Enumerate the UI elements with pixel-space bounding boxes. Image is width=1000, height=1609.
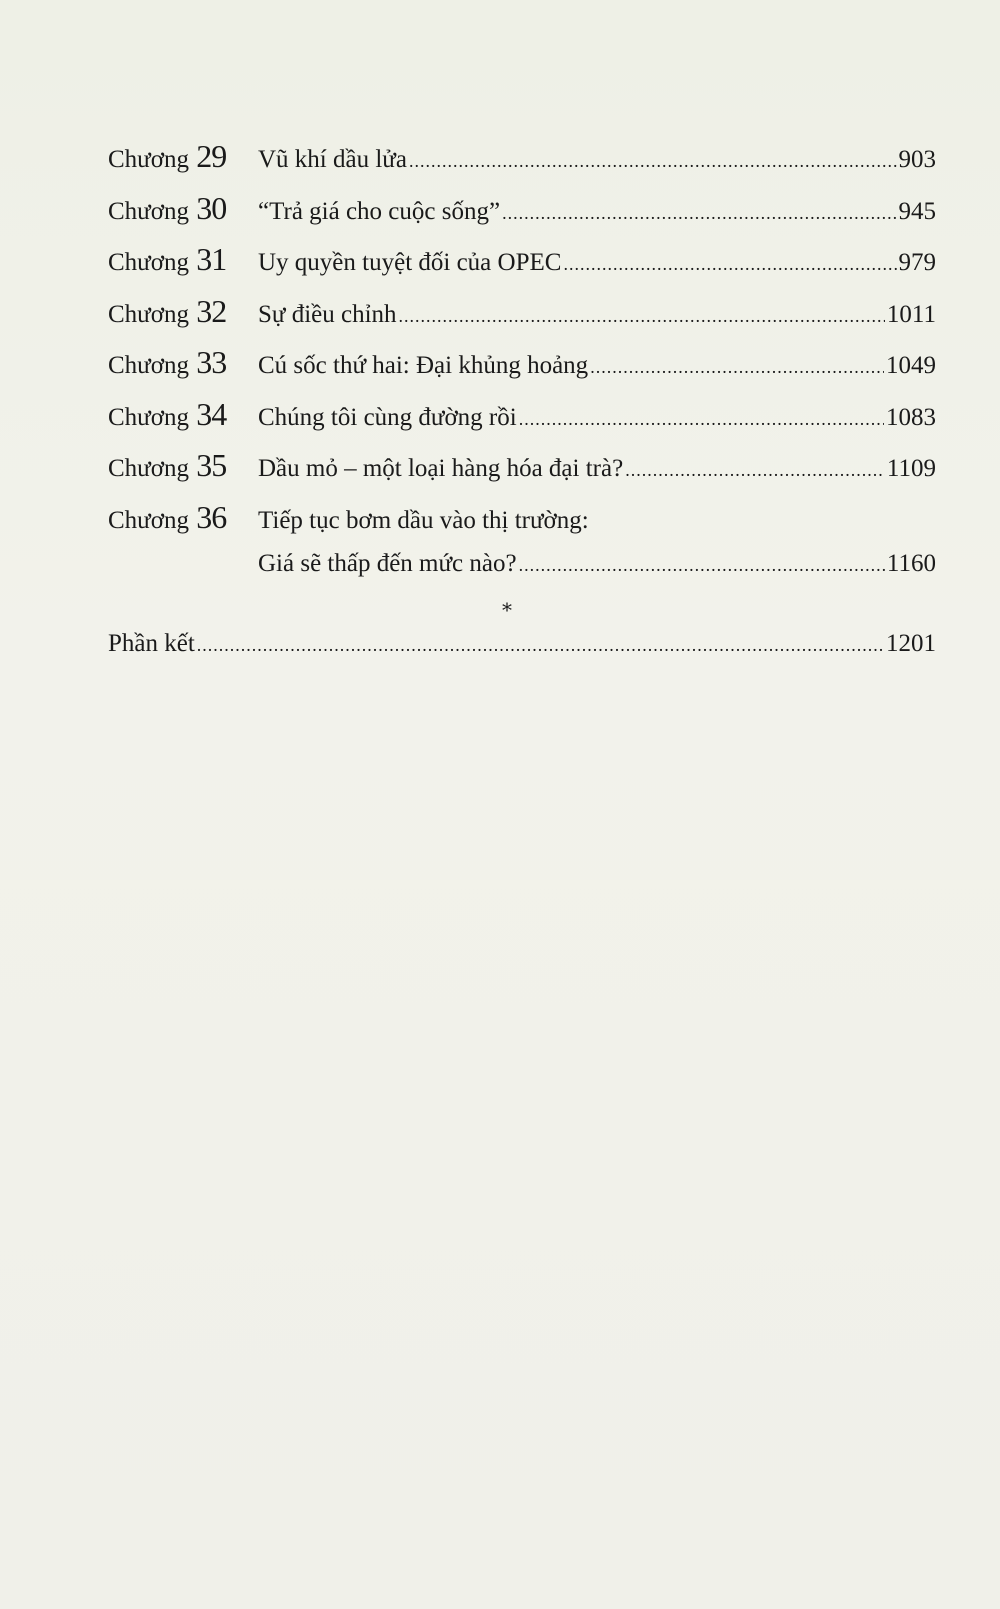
- chapter-label: Chương 35: [108, 447, 227, 483]
- dot-leader: [197, 635, 884, 656]
- toc-entry-chapter-34[interactable]: [108, 396, 936, 448]
- chapter-title-line: [258, 455, 936, 483]
- toc-entry-chapter-30[interactable]: [108, 190, 936, 242]
- chapter-label: Chương 36: [108, 498, 227, 535]
- toc-entry-chapter-31[interactable]: [108, 241, 936, 293]
- chapter-title-line: [258, 301, 936, 329]
- toc-entry-chapter-36-continued[interactable]: [108, 550, 936, 590]
- dot-leader: [519, 409, 884, 430]
- chapter-title-line: [258, 550, 936, 578]
- dot-leader: [590, 357, 884, 378]
- toc-entry-chapter-35[interactable]: [108, 447, 936, 499]
- chapter-title-line: [258, 146, 936, 174]
- chapter-label: Chương 34: [108, 395, 227, 432]
- asterisk-icon: *: [502, 598, 512, 622]
- toc-entry-epilogue[interactable]: [108, 630, 936, 681]
- page-number: 1083: [886, 403, 936, 431]
- chapter-label: Chương 31: [108, 241, 227, 277]
- epilogue-title: Phần kết: [108, 630, 195, 657]
- chapter-title-line: [258, 352, 936, 380]
- chapter-number: 36: [196, 498, 227, 535]
- chapter-number: 29: [196, 138, 227, 174]
- chapter-title: Vũ khí dầu lửa: [258, 146, 407, 173]
- chapter-title-line: [258, 249, 936, 277]
- chapter-title-line: [258, 198, 936, 226]
- chapter-title: Sự điều chỉnh: [258, 300, 397, 328]
- chapter-number: 33: [196, 344, 227, 380]
- page-number: 903: [898, 146, 936, 173]
- chapter-number: 30: [196, 189, 227, 226]
- chapter-number: 34: [196, 395, 227, 432]
- dot-leader: [625, 460, 885, 481]
- page-number: 1109: [886, 455, 936, 482]
- chapter-label: Chương 29: [108, 138, 227, 174]
- dot-leader: [502, 203, 896, 224]
- dot-leader: [519, 555, 885, 576]
- table-of-contents: [108, 138, 936, 681]
- chapter-title-line: [258, 404, 936, 432]
- chapter-title: Cú sốc thứ hai: Đại khủng hoảng: [258, 352, 589, 379]
- chapter-number: 31: [196, 241, 227, 277]
- toc-entry-chapter-32[interactable]: [108, 293, 936, 345]
- toc-entry-chapter-29[interactable]: [108, 138, 936, 190]
- chapter-title: Chúng tôi cùng đường rồi: [258, 403, 517, 431]
- chapter-label: Chương 30: [108, 189, 227, 226]
- chapter-title: “Trả giá cho cuộc sống”: [258, 197, 501, 225]
- page-number: 945: [898, 197, 936, 225]
- chapter-label: Chương 33: [108, 344, 227, 380]
- chapter-title-line: [258, 507, 936, 535]
- toc-entry-chapter-33[interactable]: [108, 344, 936, 396]
- page-number: 1049: [886, 352, 936, 379]
- dot-leader: [563, 254, 896, 275]
- chapter-title: Dầu mỏ – một loại hàng hóa đại trà?: [258, 455, 624, 482]
- toc-entry-chapter-36[interactable]: [108, 499, 936, 551]
- section-separator: [78, 590, 936, 630]
- page-number: 1201: [886, 630, 936, 657]
- dot-leader: [409, 151, 897, 172]
- page-number: 1011: [886, 300, 936, 328]
- chapter-number: 32: [196, 292, 227, 329]
- page-number: 979: [898, 249, 936, 276]
- page-number: 1160: [886, 550, 936, 577]
- chapter-title-line-2: Giá sẽ thấp đến mức nào?: [258, 550, 517, 577]
- chapter-title-line-1: Tiếp tục bơm dầu vào thị trường:: [258, 506, 589, 534]
- chapter-label: Chương 32: [108, 292, 227, 329]
- dot-leader: [399, 306, 885, 327]
- chapter-title: Uy quyền tuyệt đối của OPEC: [258, 249, 562, 276]
- chapter-number: 35: [196, 447, 227, 483]
